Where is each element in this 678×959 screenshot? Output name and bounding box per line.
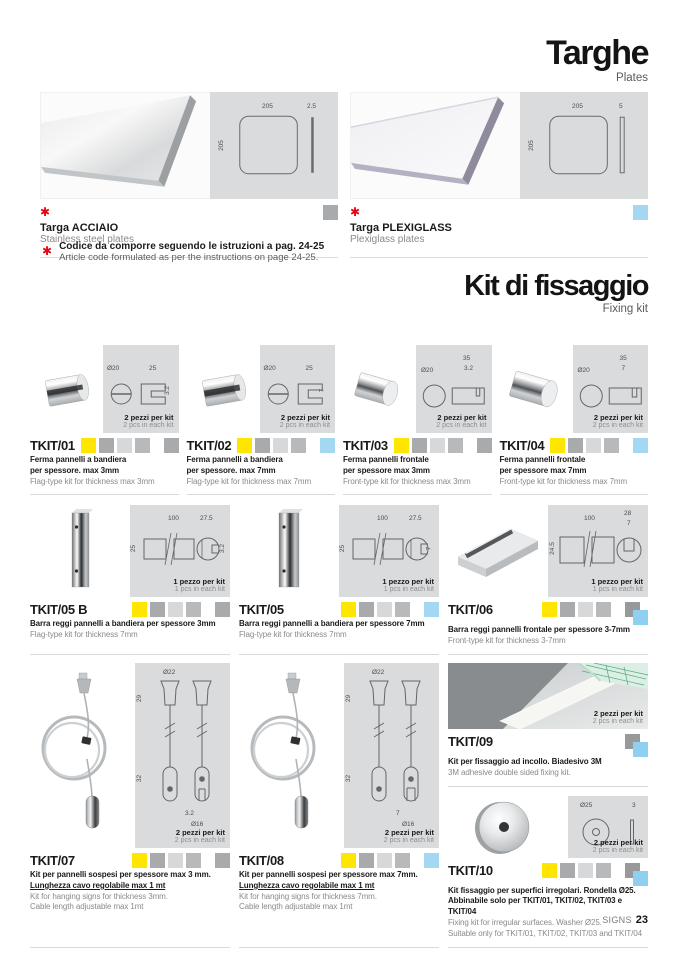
dimension-diagram (344, 663, 439, 848)
desc-it: per spessore max 7mm (499, 465, 587, 475)
kit-row-2 (30, 505, 648, 655)
title-row (239, 602, 439, 619)
desc-it: Abbinabile solo per TKIT/01, TKIT/02, TKIT/03 e TKIT/04 (448, 896, 622, 917)
dim-end: 27.5 (200, 515, 213, 522)
color-swatch-gray1 (215, 853, 230, 868)
color-swatch-blue (633, 610, 648, 625)
note-text (59, 241, 324, 263)
dim-length: 100 (584, 515, 595, 522)
color-swatch-gray2 (578, 863, 593, 878)
product-card-tkit03 (343, 345, 492, 495)
dim-length: 100 (168, 515, 179, 522)
product-code: TKIT/06 (448, 602, 493, 617)
kit-column-3 (448, 663, 648, 948)
title-row (30, 438, 179, 455)
color-swatch-gray1 (560, 863, 575, 878)
product-visual (30, 345, 179, 433)
color-swatch-yellow (341, 853, 356, 868)
color-swatch-blue (633, 205, 648, 220)
desc-it: per spessore. max 7mm (186, 465, 276, 475)
swatch-gap (153, 438, 161, 453)
section-title: Kit di fissaggio (464, 270, 648, 302)
dim-thickness: 5 (619, 103, 623, 110)
dim-diameter: Ø20 (577, 367, 590, 374)
product-visual (30, 505, 230, 597)
product-code: TKIT/09 (448, 734, 493, 749)
section-header-fixing-kit (464, 272, 648, 315)
quantity-label: 1 pezzo per kit 1 pcs in each kit (173, 577, 225, 593)
product-code: TKIT/04 (499, 438, 545, 453)
color-swatch-gray3 (395, 602, 410, 617)
color-swatches (542, 602, 648, 625)
dim-end-height: 32 (345, 774, 353, 783)
quantity-label: 2 pezzi per kit 2 pcs in each kit (383, 828, 434, 844)
section-header-targhe (546, 36, 648, 84)
product-name: Targa ACCIAIO (40, 222, 119, 234)
color-swatch-gray2 (578, 602, 593, 617)
section-title: Targhe (546, 34, 648, 72)
color-swatches (542, 863, 648, 886)
color-swatch-gray1 (477, 438, 492, 453)
color-swatch-gray1 (412, 438, 427, 453)
swatch-gap (614, 863, 622, 878)
product-visual (30, 663, 230, 848)
asterisk-icon: ✱ (42, 244, 53, 258)
desc-en: Front-type kit for thickness max 3mm (343, 476, 471, 486)
color-swatch-blue (633, 742, 648, 757)
dim-slot: 7 (425, 546, 433, 551)
dimension-diagram (260, 345, 336, 433)
desc-it: Kit fissaggio per superfici irregolari. Rondella Ø25. (448, 885, 636, 895)
swatch-gap (204, 602, 212, 617)
desc-en: Front-type kit for thickness max 7mm (499, 476, 628, 486)
color-swatch-blue (424, 853, 439, 868)
dim-slot: 7 (627, 520, 631, 527)
color-swatch-gray3 (448, 438, 463, 453)
color-swatch-gray1 (359, 853, 374, 868)
page-footer (602, 914, 648, 926)
desc-it: Ferma pannelli a bandiera (186, 455, 283, 464)
desc-en: Suitable only for TKIT/01, TKIT/02, TKIT/03 and TKIT/04 (448, 928, 643, 938)
hanger-drawing (344, 663, 439, 848)
product-visual (448, 796, 648, 858)
product-card-tkit02 (187, 345, 336, 495)
swatch-gap (466, 438, 474, 453)
color-swatch-gray2 (586, 438, 601, 453)
steel-plate-photo (40, 92, 210, 199)
dim-height: 25 (130, 544, 138, 553)
color-swatch-gray1 (150, 853, 165, 868)
desc-en: Flag-type kit for thickness 7mm (30, 629, 138, 639)
product-code: TKIT/10 (448, 862, 493, 878)
color-swatch-gray1 (359, 602, 374, 617)
quantity-label: 2 pezzi per kit 2 pcs in each kit (592, 837, 643, 854)
hanging-kit-photo (30, 663, 135, 848)
color-swatch-gray1 (99, 438, 114, 453)
color-swatches (132, 853, 230, 868)
swatch-gap (614, 602, 622, 617)
dim-end-diameter: Ø16 (402, 821, 415, 828)
color-swatch-gray2 (168, 853, 183, 868)
steel-plate-image (41, 93, 210, 198)
product-visual (500, 345, 649, 433)
front-clamp-photo (343, 345, 416, 433)
desc-en: Flag-type kit for thickness 7mm (239, 629, 347, 639)
color-swatch-gray3 (186, 602, 201, 617)
color-swatch-blue (633, 871, 648, 886)
color-swatch-yellow (550, 438, 565, 453)
mark-row (350, 203, 648, 221)
dim-height: 24.5 (548, 542, 556, 555)
desc-en: Kit for hanging signs for thickness 7mm. (239, 891, 377, 901)
chrome-cylinder-image (343, 345, 416, 433)
product-visual (239, 505, 439, 597)
title-row (187, 438, 336, 455)
kit-row-1 (30, 345, 648, 495)
adhesive-kit-photo (448, 663, 648, 729)
dim-end-height: 32 (136, 774, 144, 783)
product-code: TKIT/08 (239, 853, 284, 868)
quantity-label: 2 pezzi per kit 2 pcs in each kit (279, 413, 330, 429)
product-name: Targa PLEXIGLASS (350, 222, 452, 234)
dimension-diagram (339, 505, 439, 597)
color-swatch-dual (625, 863, 648, 886)
color-swatch-dual (625, 734, 648, 757)
title-row (448, 734, 648, 757)
title-row (239, 853, 439, 870)
color-swatch-yellow (237, 438, 252, 453)
color-swatch-gray1 (560, 602, 575, 617)
washer-image (448, 796, 568, 858)
dim-length: 25 (305, 365, 313, 372)
title-row (448, 863, 648, 886)
dimension-diagram (416, 345, 492, 433)
color-swatches (625, 734, 648, 757)
dim-end-diameter: Ø16 (191, 821, 204, 828)
color-swatch-blue (633, 438, 648, 453)
dim-slot: 3.2 (219, 543, 227, 554)
color-swatch-gray2 (117, 438, 132, 453)
dim-height: 25 (339, 544, 347, 553)
hanging-kit-photo (239, 663, 344, 848)
product-card-tkit01 (30, 345, 179, 495)
color-swatch-gray2 (430, 438, 445, 453)
desc-en: Front-type kit for thickness 3-7mm (448, 635, 566, 645)
desc-en: Flag-type kit for thickness max 3mm (30, 476, 155, 486)
quantity-label: 2 pezzi per kit 2 pcs in each kit (174, 828, 225, 844)
chrome-clamp-image (30, 345, 103, 433)
product-code: TKIT/07 (30, 853, 75, 868)
dim-end: 27.5 (409, 515, 422, 522)
dim-cap-diameter: Ø22 (372, 669, 385, 676)
product-code: TKIT/02 (186, 438, 232, 453)
cable-kit-image (30, 663, 135, 848)
product-card-targa-plexiglass (350, 92, 648, 258)
product-code: TKIT/05 (239, 602, 284, 617)
dim-length: 35 (463, 355, 471, 362)
color-swatch-gray2 (273, 438, 288, 453)
desc-it: Barra reggi pannelli frontale per spessore 3-7mm (448, 625, 630, 634)
product-name-en: Plexiglass plates (350, 234, 425, 245)
plexiglass-plate-photo (350, 92, 520, 199)
dim-length: 100 (377, 515, 388, 522)
desc-it: per spessore. max 3mm (30, 465, 120, 475)
product-name-en: Stainless steel plates (40, 234, 134, 245)
dim-cap-height: 29 (136, 694, 144, 703)
plate-outline-drawing (210, 92, 338, 199)
color-swatches (81, 438, 179, 453)
desc-en: Fixing kit for irregular surfaces. Washer Ø25. (448, 917, 602, 927)
bar-photo (30, 505, 130, 597)
chrome-bar-image (239, 505, 339, 597)
desc-it: Kit per pannelli sospesi per spessore max 3 mm. (30, 870, 211, 879)
color-swatch-gray3 (291, 438, 306, 453)
color-swatch-dual (625, 602, 648, 625)
dimension-diagram (135, 663, 230, 848)
section-subtitle: Plates (616, 72, 648, 84)
dim-height: 205 (527, 140, 535, 151)
dim-diameter: Ø25 (580, 801, 593, 809)
color-swatch-gray3 (604, 438, 619, 453)
color-swatch-gray3 (135, 438, 150, 453)
product-card-targa-acciaio (40, 92, 338, 258)
dim-slot: 7 (396, 810, 400, 817)
dimension-diagram (548, 505, 648, 597)
quantity-label: 2 pezzi per kit 2 pcs in each kit (436, 413, 487, 429)
color-swatch-gray1 (164, 438, 179, 453)
section-subtitle: Fixing kit (602, 303, 648, 315)
footer-section-label: SIGNS (602, 915, 632, 925)
product-card-tkit08 (239, 663, 439, 948)
color-swatch-yellow (341, 602, 356, 617)
desc-en: Flag-type kit for thickness max 7mm (186, 476, 312, 486)
product-card-tkit05 (239, 505, 439, 655)
title-row (30, 853, 230, 870)
channel-bar-photo (448, 505, 548, 597)
dim-diameter: Ø20 (107, 365, 120, 372)
dim-thickness: 3 (632, 801, 636, 809)
desc-it-underlined: Lunghezza cavo regolabile max 1 mt (239, 880, 375, 890)
color-swatch-gray1 (150, 602, 165, 617)
title-row (500, 438, 649, 455)
color-swatch-yellow (394, 438, 409, 453)
desc-it-underlined: Lunghezza cavo regolabile max 1 mt (30, 880, 166, 890)
chrome-bar-image (30, 505, 130, 597)
color-swatch-gray2 (168, 602, 183, 617)
aluminium-channel-image (448, 505, 548, 597)
product-code: TKIT/05 B (30, 602, 88, 617)
color-swatch-gray1 (255, 438, 270, 453)
note-en: Article code formulated as per the instructions on page 24-25. (59, 252, 319, 263)
dim-cap-diameter: Ø22 (163, 669, 176, 676)
dimension-diagram (210, 92, 338, 199)
color-swatch-gray3 (186, 853, 201, 868)
color-swatches (341, 602, 439, 617)
dim-slot: 3.2 (464, 365, 474, 372)
color-swatch-gray2 (377, 602, 392, 617)
dim-diameter: Ø20 (263, 365, 276, 372)
color-swatch-yellow (132, 853, 147, 868)
dim-length: 25 (149, 365, 157, 372)
product-visual (350, 92, 648, 199)
dim-width: 205 (572, 103, 583, 110)
desc-it: Barra reggi pannelli a bandiera per spessore 3mm (30, 619, 216, 628)
product-visual (40, 92, 338, 199)
asterisk-icon: ✱ (350, 205, 361, 219)
desc-it: Ferma pannelli frontale (343, 455, 429, 464)
dimension-diagram (130, 505, 230, 597)
product-code: TKIT/03 (343, 438, 388, 453)
color-swatch-gray3 (395, 853, 410, 868)
asterisk-icon: ✱ (40, 205, 51, 219)
color-swatch-gray2 (377, 853, 392, 868)
color-swatches (323, 205, 338, 220)
swatch-gap (309, 438, 317, 453)
color-swatch-gray1 (323, 205, 338, 220)
swatch-gap (204, 853, 212, 868)
color-swatch-gray1 (215, 602, 230, 617)
quantity-label: 2 pezzi per kit 2 pcs in each kit (592, 413, 643, 429)
dimension-diagram (520, 92, 648, 199)
product-card-tkit05b (30, 505, 230, 655)
plates-grid (40, 92, 648, 258)
front-clamp-photo (500, 345, 573, 433)
dim-slot: 3.2 (185, 810, 195, 817)
product-card-tkit06 (448, 505, 648, 655)
plexiglass-plate-image (351, 93, 520, 198)
note-it: Codice da comporre seguendo le istruzioni a pag. 24-25 (59, 241, 325, 252)
desc-en: Cable length adjustable max 1mt (239, 902, 353, 912)
washer-photo (448, 796, 568, 858)
desc-en: 3M adhesive double sided fixing kit. (448, 767, 571, 777)
desc-en: Cable length adjustable max 1mt (30, 902, 144, 912)
title-row (30, 602, 230, 619)
plate-outline-drawing (520, 92, 648, 199)
swatch-gap (413, 602, 421, 617)
dim-width: 205 (262, 103, 273, 110)
dim-slot: 3.2 (164, 385, 172, 396)
kit-row-3 (30, 663, 648, 948)
flag-clamp-photo (30, 345, 103, 433)
color-swatch-blue (424, 602, 439, 617)
dim-slot: 7 (621, 365, 626, 372)
product-code: TKIT/01 (30, 438, 75, 453)
quantity-label: 1 pezzo per kit 1 pcs in each kit (591, 577, 643, 593)
product-visual (239, 663, 439, 848)
color-swatch-gray3 (596, 863, 611, 878)
desc-it: Kit per fissaggio ad incollo. Biadesivo 3M (448, 757, 602, 766)
color-swatch-yellow (542, 602, 557, 617)
dimension-diagram (573, 345, 649, 433)
color-swatches (237, 438, 335, 453)
color-swatch-yellow (542, 863, 557, 878)
product-visual (343, 345, 492, 433)
bar-photo (239, 505, 339, 597)
code-note (42, 241, 324, 263)
desc-en: Kit for hanging signs for thickness 3mm. (30, 891, 168, 901)
swatch-gap (413, 853, 421, 868)
chrome-cylinder-image (500, 345, 573, 433)
title-row (343, 438, 492, 455)
hanger-drawing (135, 663, 230, 848)
desc-it: Kit per pannelli sospesi per spessore max 7mm. (239, 870, 418, 879)
color-swatches (550, 438, 648, 453)
dim-length: 35 (619, 355, 627, 362)
quantity-label: 2 pezzi per kit 2 pcs in each kit (592, 709, 643, 725)
dim-end: 28 (624, 510, 632, 517)
dim-cap-height: 29 (345, 694, 353, 703)
swatch-gap (622, 438, 630, 453)
desc-it: per spessore max 3mm (343, 465, 430, 475)
dim-diameter: Ø20 (421, 367, 434, 374)
dim-height: 205 (217, 140, 225, 151)
quantity-label: 1 pezzo per kit 1 pcs in each kit (382, 577, 434, 593)
page-number: 23 (635, 914, 648, 926)
cable-kit-image (239, 663, 344, 848)
color-swatches (132, 602, 230, 617)
desc-it: Ferma pannelli a bandiera (30, 455, 127, 464)
dimension-diagram (568, 796, 648, 858)
title-row (448, 602, 648, 625)
color-swatches (394, 438, 492, 453)
product-visual (448, 505, 648, 597)
dim-thickness: 2.5 (307, 103, 317, 110)
color-swatch-blue (320, 438, 335, 453)
quantity-label: 2 pezzi per kit 2 pcs in each kit (123, 413, 174, 429)
color-swatches (341, 853, 439, 868)
product-card-tkit04 (500, 345, 649, 495)
color-swatches (633, 205, 648, 220)
product-card-tkit07 (30, 663, 230, 948)
mark-row (40, 203, 338, 221)
desc-it: Ferma pannelli frontale (499, 455, 586, 464)
color-swatch-gray1 (568, 438, 583, 453)
product-card-tkit09 (448, 663, 648, 787)
flag-clamp-photo (187, 345, 260, 433)
color-swatch-gray3 (596, 602, 611, 617)
dimension-diagram (103, 345, 179, 433)
color-swatch-yellow (81, 438, 96, 453)
product-visual (187, 345, 336, 433)
dim-slot: 7 (317, 388, 325, 393)
color-swatch-yellow (132, 602, 147, 617)
chrome-clamp-image (187, 345, 260, 433)
desc-it: Barra reggi pannelli a bandiera per spessore 7mm (239, 619, 425, 628)
